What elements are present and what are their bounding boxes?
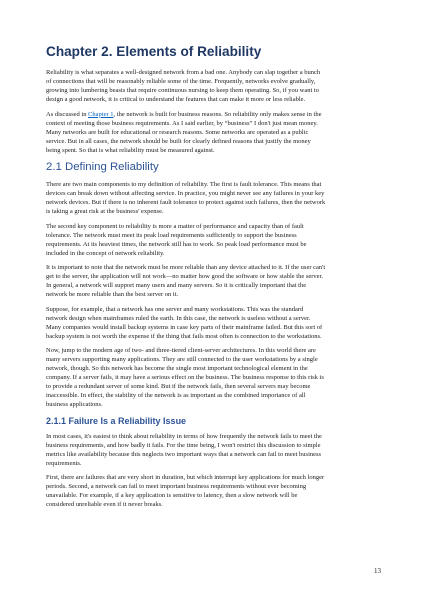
text-line: It is important to note that the network must be more reliable than any device attached to it. If the user can't bbox=[46, 264, 326, 271]
text-line: growing into lumbering beasts that require continuous nursing to keep them operating. So, if you want to bbox=[46, 87, 319, 94]
section-2-1-paragraph-5 bbox=[46, 346, 377, 409]
text-line: Now, jump to the modern age of two- and three-tiered client-server architectures. In this world there are bbox=[46, 347, 316, 354]
text-line: First, there are failures that are very short in duration, but which interrupt key applications for much longer bbox=[46, 474, 325, 481]
text-line: requirements. At its heaviest times, the network still has to work. So peak load performance must be bbox=[46, 240, 307, 248]
text-line: network, though. So this network has become the single most important technological element in the bbox=[46, 365, 308, 372]
text-line: being spent. So that is what reliability must be measured against. bbox=[46, 146, 215, 154]
text-line: is taking a great risk at the business' expense. bbox=[46, 208, 164, 215]
text-line: backup system is not worth the expense if the thing that fails most often is connection to the workstations. bbox=[46, 332, 322, 340]
section-2-1-1-paragraph-1 bbox=[46, 432, 377, 468]
text-line: The second key component to reliability is more a matter of performance and capacity than of fault bbox=[46, 222, 304, 230]
section-2-1-paragraph-2 bbox=[46, 222, 377, 258]
text-line: metrics like availability because this neglects two important ways that a network can fail to meet business bbox=[46, 450, 322, 458]
text-fragment: , the network is built for business reasons. So reliability only makes sense in the bbox=[113, 110, 322, 118]
text-line: to provide a redundant server of some kind. But if the network fails, then several servers may become bbox=[46, 383, 311, 390]
chapter-title: Chapter 2. Elements of Reliability bbox=[46, 44, 262, 59]
text-line: get to the server, the application will not work—no matter how good the software or how stable the server. bbox=[46, 273, 323, 280]
text-line: Suppose, for example, that a network has one server and many workstations. This was the standard bbox=[46, 305, 304, 313]
text-line bbox=[46, 110, 377, 119]
text-line: tolerance. The network must meet its peak load requirements sufficiently to support the business bbox=[46, 231, 297, 239]
text-line: Many networks are built for educational or research reasons. Some networks are operated as a public bbox=[46, 128, 309, 136]
business-reasons-paragraph bbox=[46, 110, 377, 155]
text-line: of connections that will be reasonably reliable some of the time. Frequently, networks evolve gradually, bbox=[46, 78, 316, 85]
intro-paragraph bbox=[46, 68, 377, 104]
section-heading-2-1-1: 2.1.1 Failure Is a Reliability Issue bbox=[46, 415, 187, 426]
text-line: design a good network, it is critical to understand the features that can make it more or less reliable. bbox=[46, 96, 306, 103]
text-line: requirements. bbox=[46, 459, 82, 467]
section-heading-2-1: 2.1 Defining Reliability bbox=[46, 161, 159, 173]
text-line: unavailable. For example, if a key application is sensitive to latency, then a slow network will be bbox=[46, 492, 298, 499]
text-line: company. If a server fails, it may have a serious effect on the business. The business response to this risk is bbox=[46, 374, 324, 381]
text-line: Many companies would install backup systems in case key parts of their mainframe failed. But this sort of bbox=[46, 323, 323, 331]
text-line: business requirements, and how badly it fails. For the time being, I won't restrict this discussion to simple bbox=[46, 441, 321, 449]
text-line: network design when mainframes ruled the earth. In this case, the network is useless without a server. bbox=[46, 314, 311, 322]
text-line: periods. Second, a network can fail to meet important business requirements without ever becoming bbox=[46, 483, 307, 490]
text-line: business applications. bbox=[46, 401, 103, 408]
chapter-1-link[interactable]: Chapter 1 bbox=[88, 110, 114, 118]
text-line: In general, a network will support many users and many servers. So it is critically important that the bbox=[46, 282, 307, 289]
text-line: In most cases, it's easiest to think about reliability in terms of how frequently the network fails to meet the bbox=[46, 432, 322, 440]
text-line: network be more reliable than the best server on it. bbox=[46, 291, 179, 298]
text-line: service. But in all cases, the network should be built for clearly defined reasons that justify the money bbox=[46, 137, 311, 145]
page-content bbox=[46, 43, 377, 515]
section-2-1-paragraph-3 bbox=[46, 263, 377, 299]
page-number: 13 bbox=[374, 567, 381, 575]
text-line: There are two main components to my definition of reliability. The first is fault tolerance. This means that bbox=[46, 181, 322, 188]
text-line: devices can break down without affecting service. In practice, you might never see any failures in your key bbox=[46, 190, 325, 197]
section-2-1-1-paragraph-2 bbox=[46, 473, 377, 509]
section-2-1-paragraph-4 bbox=[46, 305, 377, 341]
text-line: included in the concept of network reliability. bbox=[46, 249, 165, 257]
text-line: many servers supporting many applications. They are still connected to the user workstations by a single bbox=[46, 356, 318, 363]
text-line: context of meeting those business requirements. As I said earlier, by “business” I don't just mean money. bbox=[46, 119, 318, 127]
text-fragment: As discussed in bbox=[46, 110, 89, 118]
text-line: network devices. But if there is no inherent fault tolerance to protect against such failures, then the network bbox=[46, 199, 326, 206]
text-line: considered unreliable even if it never breaks. bbox=[46, 501, 163, 508]
text-line: inaccessible. In effect, the stability of the network is as important as the combined importance of all bbox=[46, 392, 306, 399]
text-line: Reliability is what separates a well-designed network from a bad one. Anybody can slap together a bunch bbox=[46, 69, 321, 76]
section-2-1-paragraph-1 bbox=[46, 180, 377, 216]
